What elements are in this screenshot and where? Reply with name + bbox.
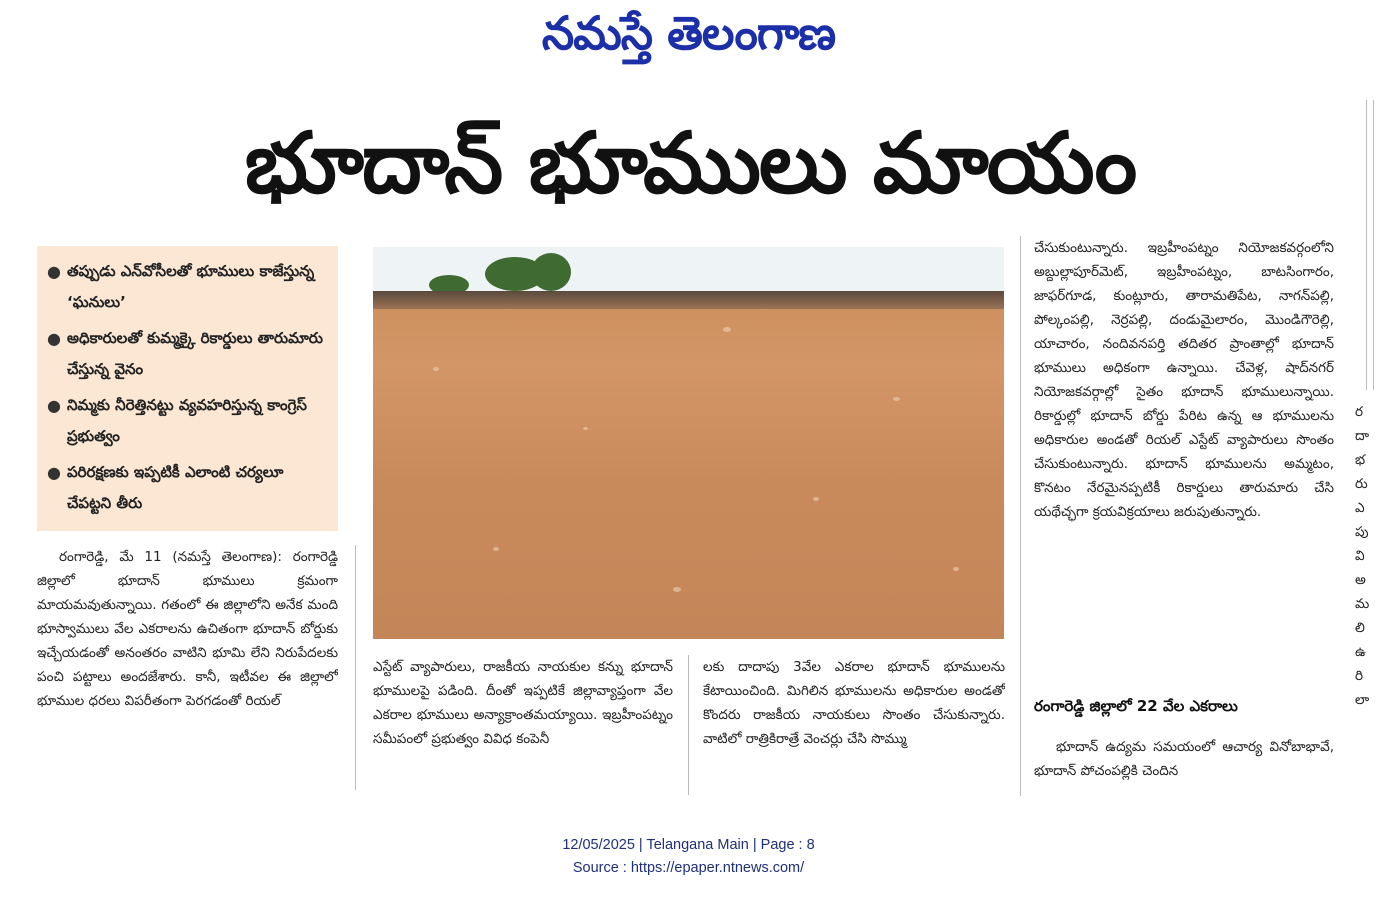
bullet-icon: ● xyxy=(47,463,61,482)
article-paragraph: లకు దాదాపు 3వేల ఎకరాల భూదాన్ భూములను కేటాయించింది. మిగిలిన భూములను అధికారుల అండతో కొందరు రాజకీయ నాయకులు సొంతం చేసుకున్నారు. వాటిలో రాత్రికిరాత్రే వెంచర్లు చేసి సొమ్ము xyxy=(703,659,1005,747)
text-fragment: రు xyxy=(1355,476,1368,492)
page-info: 12/05/2025 | Telangana Main | Page : 8 xyxy=(562,837,815,853)
photo-horizon xyxy=(373,291,1004,309)
rock xyxy=(433,367,439,371)
rock xyxy=(673,587,681,592)
rock xyxy=(893,397,900,401)
text-fragment: లి xyxy=(1355,620,1365,636)
text-fragment: రి xyxy=(1355,668,1364,684)
highlight-item xyxy=(47,323,332,385)
article-column-3 xyxy=(703,655,1005,795)
highlight-text: నిమ్మకు నీరెత్తినట్టు వ్యవహరిస్తున్న కాంగ్రెస్ ప్రభుత్వం xyxy=(67,396,307,445)
article-paragraph: ఎస్టేట్ వ్యాపారులు, రాజకీయ నాయకుల కన్ను భూదాన్ భూములపై పడింది. దీంతో ఇప్పటికే జిల్లావ్యాప్తంగా వేల ఎకరాల భూములు అన్యాక్రాంతమయ్యాయి. ఇబ్రహీంపట్నం సమీపంలో ప్రభుత్వం వివిధ కంపెనీ xyxy=(373,659,673,747)
text-fragment: భ xyxy=(1355,452,1366,468)
article-column-4 xyxy=(1034,236,1334,681)
highlight-text: తప్పుడు ఎన్‌వోసీలతో భూములు కాజేస్తున్న ‘ఘనులు’ xyxy=(67,262,315,311)
article-column-4-continued xyxy=(1034,735,1334,795)
article-subheading: రంగారెడ్డి జిల్లాలో 22 వేల ఎకరాలు xyxy=(1034,697,1238,715)
highlights-box xyxy=(37,246,338,531)
bullet-icon: ● xyxy=(47,329,61,348)
rock xyxy=(723,327,731,332)
source-link[interactable]: Source : https://epaper.ntnews.com/ xyxy=(572,860,805,876)
article-column-1 xyxy=(37,545,338,790)
text-fragment: మ xyxy=(1355,596,1370,612)
article-paragraph: భూదాన్ ఉద్యమ సమయంలో ఆచార్య వినోబాభావే, భూదాన్ పోచంపల్లికి చెందిన xyxy=(1034,739,1334,779)
text-fragment: దా xyxy=(1355,428,1370,444)
tree-cluster xyxy=(531,253,571,291)
barren-land-photo xyxy=(373,247,1004,639)
rock xyxy=(953,567,959,571)
text-fragment: అ xyxy=(1355,572,1366,588)
text-fragment: పు xyxy=(1355,524,1369,540)
text-fragment: ర xyxy=(1355,404,1364,420)
column-rule xyxy=(1020,236,1021,796)
cropped-next-column xyxy=(1355,400,1377,712)
highlight-item xyxy=(47,256,332,318)
article-paragraph: చేసుకుంటున్నారు. ఇబ్రహీంపట్నం నియోజకవర్గంలోని అబ్దుల్లాపూర్‌మెట్, ఇబ్రహీంపట్నం, బాటసింగారం, జాఫర్‌గూడ, కుంట్లూరు, తారామతిపేట, నాగన్‌పల్లి, పోల్కంపల్లి, నెర్రపల్లి, దండుమైలారం, మొండిగౌరెల్లి, యాచారం, నందివనపర్తి తదితర ప్రాంతాల్లో భూదాన్ భూములు అధికంగా ఉన్నాయి. చేవెళ్ల, షాద్‌నగర్ నియోజకవర్గాల్లో సైతం భూదాన్ భూములున్నాయి. రికార్డుల్లో భూదాన్ బోర్డు పేరిట ఉన్న ఆ భూములను అధికారుల అండతో రియల్ ఎస్టేట్ వ్యాపారులు సొంతం చేసుకుంటున్నారు. భూదాన్ భూములను అమ్మటం, కొనటం నేరమైనప్పటికీ రికార్డులు తారుమారు చేసి యథేచ్ఛగా క్రయవిక్రయాలు జరుపుతున్నారు. xyxy=(1034,240,1334,520)
bullet-icon: ● xyxy=(47,262,61,281)
newspaper-masthead: నమస్తే తెలంగాణ xyxy=(541,6,836,60)
text-fragment: ఎ xyxy=(1355,500,1365,516)
article-paragraph: రంగారెడ్డి, మే 11 (నమస్తే తెలంగాణ): రంగారెడ్డి జిల్లాలో భూదాన్ భూములు క్రమంగా మాయమవుతున్నాయి. గతంలో ఈ జిల్లాలోని అనేక మంది భూస్వాములు వేల ఎకరాలను ఉచితంగా భూదాన్ బోర్డుకు ఇచ్చేయడంతో అనంతరం వాటిని భూమి లేని నిరుపేదలకు పంచి పట్టాలు అందజేశారు. కానీ, ఇటీవల ఈ జిల్లాలో భూముల ధరలు విపరీతంగా పెరగడంతో రియల్ xyxy=(37,549,338,709)
right-edge-rule xyxy=(1366,100,1374,390)
rock xyxy=(583,427,588,430)
text-fragment: ఉ xyxy=(1355,644,1366,660)
text-fragment: వి xyxy=(1355,548,1365,564)
highlight-item xyxy=(47,457,332,519)
bullet-icon: ● xyxy=(47,396,61,415)
rock xyxy=(493,547,499,551)
column-rule xyxy=(355,545,356,790)
highlight-text: పరిరక్షణకు ఇప్పటికీ ఎలాంటి చర్యలూ చేపట్టని తీరు xyxy=(67,463,284,512)
highlight-item xyxy=(47,390,332,452)
highlight-text: అధికారులతో కుమ్మక్కై రికార్డులు తారుమారు చేస్తున్న వైనం xyxy=(67,329,323,378)
text-fragment: లా xyxy=(1355,692,1370,708)
article-headline: భూదాన్ భూములు మాయం xyxy=(244,114,1136,212)
rock xyxy=(813,497,819,501)
article-column-2 xyxy=(373,655,673,795)
column-rule xyxy=(688,655,689,795)
